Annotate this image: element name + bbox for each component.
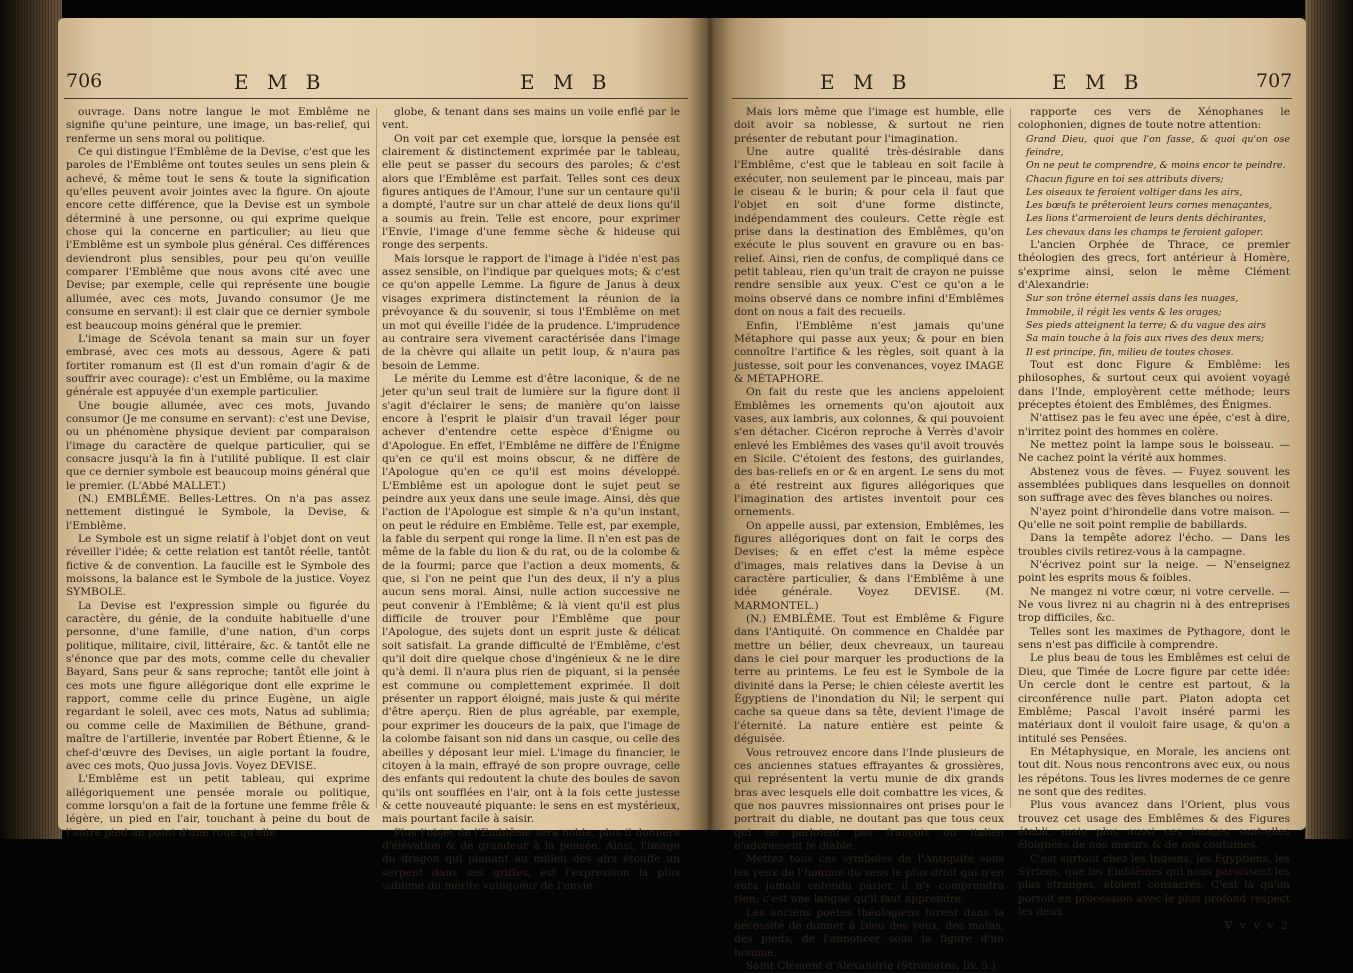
paragraph: On voit par cet exemple que, lorsque la pensée est clairement & distinctement exprimée par le tableau, elle peut se passer du secours des paroles; & c'est alors que l'Emblême est parfait. Telles sont ces deux figures antiques de l'Amour, l'une sur un centaure qu'il a dompté, l'autre sur un char attelé de deux lions qu'il a soumis au frein. Telle est encore, pour exprimer l'Envie, l'image d'une femme sèche & hideuse qui ronge des serpents. (382, 132, 680, 252)
paragraph: (N.) EMBLÊME. Belles-Lettres. On n'a pas assez nettement distingué le Symbole, la Devise, & l'Emblême. (66, 492, 370, 532)
paragraph: N'attisez pas le feu avec une épée, c'est à dire, n'irritez point des hommes en colère. (1018, 412, 1290, 438)
paragraph: Mais lorsque le rapport de l'image à l'idée n'est pas assez sensible, on l'indique par quelques mots; & c'est ce qu'on appelle Lemme. La figure de Janus à deux visages exprimera distinctement la réunion de la prévoyance & du souvenir, si tous l'Emblême on met un mot qui éveille l'idée de la prudence. L'imprudence au contraire sera vivement caractérisée dans l'image de la chèvre qui allaite un petit loup, & n'aura pas besoin de Lemme. (382, 252, 680, 372)
paragraph: Une bougie allumée, avec ces mots, Juvando consumor (Je me consume en servant): c'est une Devise, ou un phénomène physique devient par comparaison l'image du caractère de quelque particulier, qui se consacre jusqu'à la fin à l'utilité publique. Il est clair que ce dernier symbole est beaucoup moins général que le premier. (L'Abbé MALLET.) (66, 399, 370, 492)
paragraph: L'Emblême est un petit tableau, qui exprime allégoriquement une pensée morale ou politique, comme lorsqu'on a fait de la fortune une femme frêle & légère, un pied en l'air, touchant à peine du bout de l'autre pied un point d'une roue qu'elle (66, 773, 370, 839)
paragraph: Les anciens poètes théologiens furent dans la nécessité de donner à Dieu des yeux, des mains, des pieds, de l'annoncer sous la figure d'un homme. (734, 906, 1004, 959)
left-page-edges (0, 0, 62, 839)
verse-line: Il est principe, fin, milieu de toutes choses. (1026, 346, 1234, 358)
paragraph: Une autre qualité très-désirable dans l'Emblême, c'est que le tableau en soit facile à exécuter, non seulement par le pinceau, mais par le ciseau & le burin; & pour cela il faut que l'objet en soit d'une forme distincte, indépendamment des couleurs. Cette règle est prise dans la destination des Emblêmes, qu'on exécute le plus souvent en gravure ou en bas-relief. Ainsi, rien de confus, de compliqué dans ce petit tableau, rien qu'un trait de crayon ne puisse rendre sensible aux yeux. C'est ce qu'on a le moins observé dans ce nombre infini d'Emblêmes dont on nous a fait des recueils. (734, 146, 1004, 319)
left-page-column-1 (66, 106, 370, 839)
verse-line: Immobile, il régit les vents & les orages; (1026, 306, 1222, 318)
paragraph: N'écrivez point sur la neige. — N'enseignez point les esprits mous & foibles. (1018, 559, 1290, 585)
paragraph: Enfin, l'Emblême n'est jamais qu'une Métaphore qui passe aux yeux; & pour en bien connoître l'artifice & les règles, soit quant à la justesse, soit pour les convenances, voyez IMAGE & MÉTAPHORE. (734, 319, 1004, 385)
paragraph: En Métaphysique, en Morale, les anciens ont tout dit. Nous nous rencontrons avec eux, ou nous les répétons. Tous les livres modernes de ce genre ne sont que des redites. (1018, 745, 1290, 798)
paragraph: Ne mettez point la lampe sous le boisseau. — Ne cachez point la vérité aux hommes. (1018, 438, 1290, 465)
verse-line: Les lions t'armeroient de leurs dents déchirantes, (1026, 213, 1267, 225)
column-divider (376, 108, 377, 808)
page-number-left: 706 (66, 70, 103, 92)
paragraph: On appelle aussi, par extension, Emblêmes, les figures allégoriques dont on fait le corps des Devises; & en effet c'est la même espèce d'images, mais relatives dans la Devise à un caractère particulier, & dans l'Emblême à une idée générale. Voyez DEVISE. (M. MARMONTEL.) (734, 519, 1004, 612)
right-page-column-2 (1018, 106, 1290, 933)
paragraph: ouvrage. Dans notre langue le mot Emblême ne signifie qu'une peinture, une image, un bas-relief, qui renferme un sens moral ou politique. (66, 106, 370, 145)
paragraph: L'ancien Orphée de Thrace, ce premier théologien des grecs, fort antérieur à Homère, s'exprime ainsi, selon le même Clément d'Alexandrie: (1018, 239, 1290, 292)
running-head-left-col: E M B (234, 70, 327, 94)
paragraph: L'image de Scévola tenant sa main sur un foyer embrasé, avec ces mots au dessous, Agere & pati fortiter romanum est (Il est d'un romain d'agir & de souffrir avec courage): c'est un Emblême, ou la maxime générale est appuyée d'un exemple particulier. (66, 332, 370, 399)
right-page-column-1 (734, 106, 1004, 972)
paragraph: Saint Clément d'Alexandrie (Stromates, liv. 5.) (746, 960, 996, 972)
paragraph: Plus vous avancez dans l'Orient, plus vous trouvez cet usage des Emblêmes & des Figures établi; mais plus aussi ces images sont-elles éloignées de nos mœurs & de nos coutumes. (1018, 799, 1290, 852)
paragraph: Vous retrouvez encore dans l'Inde plusieurs de ces anciennes statues effrayantes & grossières, qui représentent la vertu munie de dix grands bras avec lesquels elle doit combattre les vices, & que nos pauvres missionnaires ont prises pour le portrait du diable, ne doutant pas que tous ceux qui ne parloient pas françois ou italien n'adorassent le diable. (734, 746, 1004, 852)
verse-line: On ne peut te comprendre, & moins encor te peindre. (1026, 160, 1286, 172)
verse-line: Sa main touche à la fois aux rives des deux mers; (1026, 333, 1265, 345)
paragraph: C'est surtout chez les Indiens, les Égyptiens, les Syriens, que les Emblêmes qui nous paroissent les plus étranges, étoient consacrés. C'est là qu'on portoit en procession avec le plus profond respect les deux (1018, 852, 1290, 919)
paragraph: globe, & tenant dans ses mains un voile enflé par le vent. (382, 106, 680, 132)
verse-line: Les oiseaux te feroient voltiger dans les airs, (1026, 186, 1243, 198)
paragraph: Telles sont les maximes de Pythagore, dont le sens n'est pas difficile à comprendre. (1018, 625, 1290, 652)
verse-line: Grand Dieu, quoi que l'on fasse, & quoi qu'on ose feindre, (1026, 133, 1290, 158)
running-head-left-col: E M B (820, 70, 913, 94)
right-page-edges (1305, 0, 1353, 839)
left-page (58, 18, 708, 892)
paragraph: Ne mangez ni votre cœur, ni votre cervelle. — Ne vous livrez ni au chagrin ni à des entreprises trop difficiles, &c. (1018, 585, 1290, 625)
paragraph: (N.) EMBLÊME. Tout est Emblême & Figure dans l'Antiquité. On commence en Chaldée par mettre un bélier, deux chevreaux, un taureau dans le ciel pour marquer les productions de la terre au printems. Le feu est le Symbole de la divinité dans la Perse; le chien céleste avertit les Égyptiens de l'inondation du Nil; le serpent qui cache sa queue dans sa tête, devient l'image de l'éternité. La nature entière est peinte & déguisée. (734, 613, 1004, 746)
running-head-right-col: E M B (520, 70, 613, 94)
paragraph: N'ayez point d'hirondelle dans votre maison. — Qu'elle ne soit point remplie de babillards. (1018, 505, 1290, 532)
header-rule (732, 98, 1292, 99)
verse-line: Chacun figure en toi ses attributs divers; (1026, 173, 1224, 185)
paragraph: rapporte ces vers de Xénophanes le colophonien, dignes de toute notre attention: (1018, 106, 1290, 132)
header-rule (64, 98, 688, 99)
right-page (708, 18, 1306, 972)
paragraph: Ce qui distingue l'Emblême de la Devise, c'est que les paroles de l'Emblême ont toutes seules un sens plein & achevé, & même tout le sens & toute la signification qu'elles peuvent avoir jointes avec la figure. On ajoute encore cette différence, que la Devise est un symbole déterminé à une personne, ou qui exprime quelque chose qui la concerne en particulier; au lieu que l'Emblême est un symbole plus général. Ces différences deviendront plus sensibles, pour peu qu'on veuille comparer l'Emblême que nous avons cité avec une Devise; par exemple, celle qui représente une bougie allumée, avec ces mots, Juvando consumor (Je me consume en servant): il est clair que ce dernier symbole est beaucoup moins général que le premier. (66, 146, 370, 332)
paragraph: On fait du reste que les anciens appeloient Emblêmes les ornements qu'on ajoutoit aux vases, aux lambris, aux colonnes, & qui pouvoient s'en détacher. Cicéron reproche à Verrès d'avoir enlevé les Emblêmes des vases qu'il avoit trouvés en Sicile. C'étoient des festons, des guirlandes, des bas-reliefs en or & en argent. Le sens du mot a été restreint aux figures allégoriques que l'imagination des artistes inventoit pour ces ornements. (734, 386, 1004, 519)
paragraph: Le mérite du Lemme est d'être laconique, & de ne jeter qu'un seul trait de lumière sur la figure dont il s'agit d'éclairer le sens; de manière qu'on laisse encore à l'esprit le plaisir d'un travail léger pour achever d'entendre cette espèce d'Énigme ou d'Apologue. En effet, l'Emblême ne diffère de l'Énigme qu'en ce qu'il est moins obscur, & ne diffère de l'Apologue qu'en ce qu'il est moins développé. L'Emblême est un apologue dont le sujet peut se peindre aux yeux dans une seule image. Ainsi, dès que l'action de l'Apologue est simple & n'a qu'un instant, on peut le réduire en Emblême. Telle est, par exemple, la fable du serpent qui ronge la lime. Il n'en est pas de même de la fable du lion & du rat, ou de la colombe & de la fourmi; parce que l'action a deux moments, & que, si l'on ne peint que l'un des deux, il n'y a plus aucun sens moral. Ainsi, nulle action successive ne peut convenir à l'Emblême; & là vient qu'il est plus difficile de trouver pour l'Emblême que pour l'Apologue, des sujets dont un esprit juste & délicat soit satisfait. La grande difficulté de l'Emblême, c'est qu'il doit dire quelque chose d'ingénieux & ne le dire qu'à demi. Il n'aura plus rien de piquant, si la pensée est commune ou complettement exprimée. Il doit présenter un rapport éloigné, mais juste & qui mérite d'être aperçu. Rien de plus agréable, par exemple, pour exprimer les douceurs de la paix, que l'image de la colombe faisant son nid dans un casque, ou celle des abeilles y déposant leur miel. L'image du financier, le citoyen à la main, effrayé de son propre ouvrage, celle des enfants qui redoutent la chute des boules de savon qu'ils ont soufflées en l'air, ont à la fois cette justesse & cette nouveauté piquante: le sens en est mystérieux, mais pourtant facile à saisir. (382, 372, 680, 826)
paragraph: Plus l'objet de l'Emblême sera noble, plus il donnera d'élévation & de grandeur à la pensée. Ainsi, l'image du dragon qui planant au milieu des airs étouffe un serpent dans ses griffes, est l'expression la plus sublime du mérite vainqueur de l'envie. (382, 826, 680, 892)
paragraph: Mettez tous ces symboles de l'Antiquité sous les yeux de l'homme du sens le plus droit qui n'en aura jamais entendu parler, il n'y comprendra rien; c'est une langue qu'il faut apprendre. (734, 853, 1004, 906)
paragraph: Mais lors même que l'image est humble, elle doit avoir sa noblesse, & surtout ne rien présenter de rebutant pour l'imagination. (734, 106, 1004, 145)
column-divider (1010, 108, 1011, 808)
verse-line: Les bœufs te prêteroient leurs cornes menaçantes, (1026, 200, 1273, 212)
paragraph: La Devise est l'expression simple ou figurée du caractère, du génie, de la conduite habituelle d'une personne, d'une famille, d'une nation, d'un corps politique, militaire, civil, littéraire, &c. & tantôt elle ne s'énonce que par des mots, comme celle du chevalier Bayard, Sans peur & sans reproche; tantôt elle joint à ces mots une figure allégorique dont elle exprime le rapport, comme celle du prince Eugène, un aigle regardant le soleil, avec ces mots, Natus ad sublimia; ou comme celle de Maximilien de Béthune, grand-maître de l'artillerie, inventée par Robert Étienne, & le chef-d'œuvre des Devises, un aigle portant la foudre, avec ces mots, Quo jussa Jovis. Voyez DEVISE. (66, 599, 370, 772)
paragraph: Le plus beau de tous les Emblêmes est celui de Dieu, que Timée de Locre figure par cette idée: Un cercle dont le centre est partout, & la circonférence nulle part. Platon adopta cet Emblême; Pascal l'avoit inséré parmi les matériaux dont il vouloit faire usage, & qu'on a intitulé ses Pensées. (1018, 652, 1290, 745)
verse-line: Les chevaux dans les champs te feroient galoper. (1026, 226, 1264, 238)
paragraph: Le Symbole est un signe relatif à l'objet dont on veut réveiller l'idée; & cette relation est tantôt réelle, tantôt fictive & de convention. La faucille est le Symbole des moissons, la balance est le Symbole de la justice. Voyez SYMBOLE. (66, 533, 370, 599)
page-number-right: 707 (1256, 70, 1293, 92)
paragraph: Abstenez vous de fèves. — Fuyez souvent les assemblées publiques dans lesquelles on donnoit son suffrage avec des fèves blanches ou noires. (1018, 465, 1290, 505)
verse-line: Sur son trône éternel assis dans les nuages, (1026, 293, 1239, 305)
paragraph: Dans la tempête adorez l'écho. — Dans les troubles civils retirez-vous à la campagne. (1018, 532, 1290, 558)
signature-mark: V v v v 2 (1224, 919, 1290, 933)
left-page-column-2 (382, 106, 680, 892)
paragraph: Tout est donc Figure & Emblême: les philosophes, & surtout ceux qui avoient voyagé dans l'Inde, employèrent cette méthode; leurs préceptes étoient des Emblêmes, des Énigmes. (1018, 358, 1290, 411)
verse-line: Ses pieds atteignent la terre; & du vague des airs (1026, 320, 1266, 332)
running-head-right-col: E M B (1052, 70, 1145, 94)
